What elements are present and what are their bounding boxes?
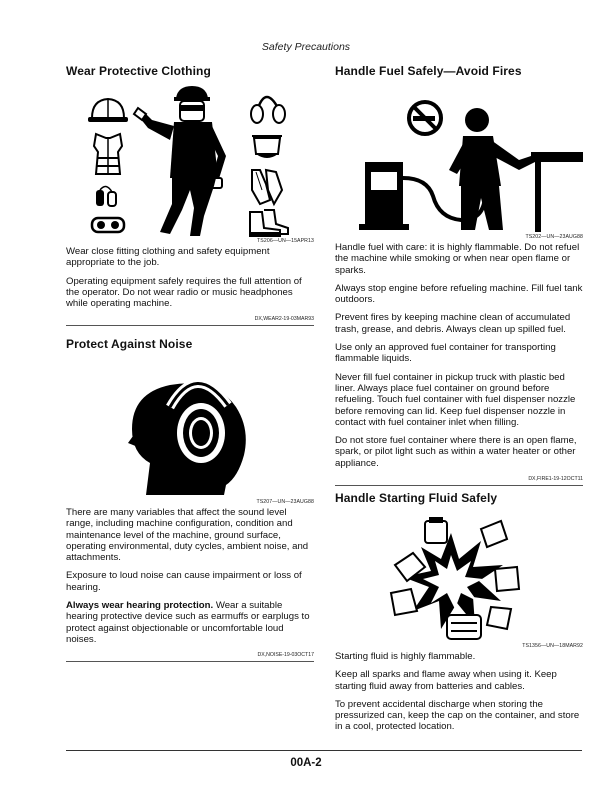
document-id: DX,NOISE-19-03OCT17 (66, 652, 314, 662)
starting-fluid-illustration (335, 515, 583, 643)
paragraph: Use only an approved fuel container for transporting flammable liquids. (335, 342, 556, 365)
section-starting-fluid (335, 491, 583, 740)
paragraph: There are many variables that affect the sound level range, including machine configuration, condition and maintenance level of the machine, ground surface, operating environmental, duty cycles, ambient noise, and attachments. (66, 507, 309, 564)
footer-divider (66, 750, 582, 751)
paragraph: To prevent accidental discharge when storing the pressurized can, keep the cap on the container, and store in a cool, protected location. (335, 698, 580, 733)
figure-caption: TS206—UN—15APR13 (257, 238, 314, 244)
paragraph: Always stop engine before refueling machine. Fill fuel tank outdoors. (335, 282, 583, 306)
figure-caption: TS207—UN—23AUG88 (256, 499, 314, 505)
hard-hat-icon (88, 99, 128, 122)
section-title: Wear Protective Clothing (66, 64, 211, 78)
document-id: DX,FIRE1-19-12OCT11 (335, 476, 583, 486)
section-title: Handle Starting Fluid Safely (335, 491, 498, 505)
paragraph: Prevent fires by keeping machine clean of accumulated trash, grease, and debris. Always clean up spilled fuel. (335, 312, 571, 335)
paragraph: Never fill fuel container in pickup truck with plastic bed liner. Always place fuel container on ground before refueling. Touch fuel container with fuel dispenser nozzle before removing can lid. Keep fuel dispenser nozzle in contact with fuel container inlet when filling. (335, 371, 576, 428)
safety-vest-icon (94, 134, 122, 174)
respirator-icon (252, 136, 282, 158)
section-title: Protect Against Noise (66, 337, 193, 351)
safety-boots-icon (250, 210, 288, 236)
paragraph: Wear close fitting clothing and safety equipment appropriate to the job. (66, 246, 270, 269)
bold-lead: Always wear hearing protection. (66, 600, 214, 612)
section-fuel-safety (335, 64, 583, 486)
paragraph: Handle fuel with care: it is highly flammable. Do not refuel the machine while smoking or when near open flame or sparks. (335, 242, 580, 276)
hearing-protection-illustration (66, 359, 314, 499)
paragraph: Operating equipment safely requires the full attention of the operator. Do not wear radio or music headphones while operating machine. (66, 275, 302, 310)
no-smoking-icon (409, 102, 441, 134)
document-id: DX,WEAR2-19-03MAR93 (66, 316, 314, 326)
worker-figure-icon (134, 86, 226, 236)
fuel-safety-illustration (335, 86, 583, 234)
section-protect-noise (66, 337, 314, 662)
gloves-icon (252, 170, 282, 204)
paragraph: Exposure to loud noise can cause impairment or loss of hearing. (66, 570, 302, 593)
earplugs-icon (96, 186, 116, 206)
section-title: Handle Fuel Safely—Avoid Fires (335, 64, 522, 78)
bold-rest: Wear a suitable hearing protective device such as earmuffs or earplugs to protect against objectionable or uncomfortable loud noises. (66, 600, 310, 645)
page-number: 00A-2 (290, 757, 322, 769)
paragraph: Do not store fuel container where there is an open flame, spark, or pilot light such as within a water heater or other appliance. (335, 435, 577, 469)
man-refueling-icon (449, 108, 583, 232)
paragraph: Keep all sparks and flame away when using it. Keep starting fluid away from batteries and cables. (335, 669, 557, 692)
figure-caption: TS202—UN—23AUG88 (525, 234, 583, 240)
head-with-earmuffs-icon (66, 359, 314, 499)
goggles-icon (92, 218, 124, 232)
protective-clothing-illustration (66, 86, 314, 238)
running-header: Safety Precautions (261, 41, 351, 53)
paragraph (66, 600, 314, 645)
paragraph: Starting fluid is highly flammable. (335, 651, 476, 662)
section-protective-clothing (66, 64, 314, 326)
earmuffs-icon (251, 97, 285, 123)
figure-caption: TS1356—UN—18MAR92 (522, 643, 583, 649)
